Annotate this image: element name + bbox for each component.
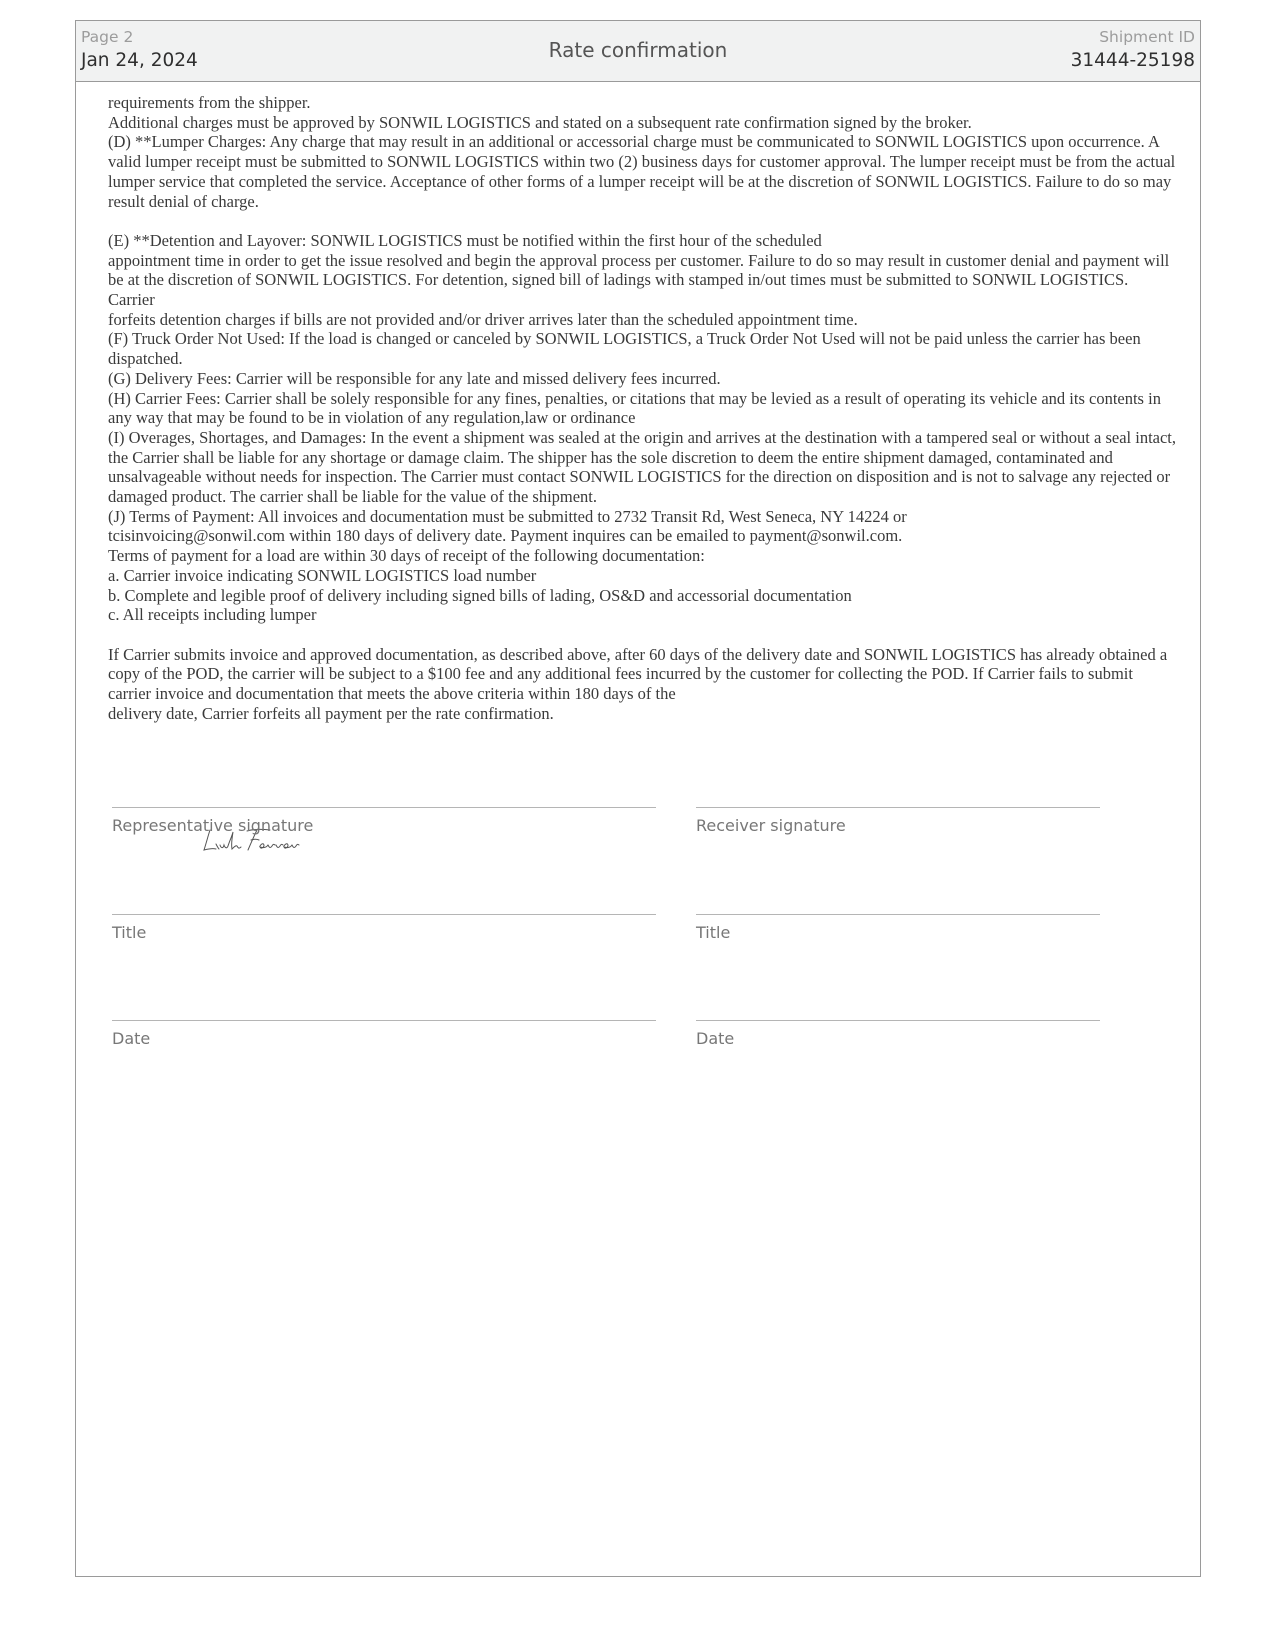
document-title: Rate confirmation bbox=[548, 38, 728, 62]
header-right bbox=[1071, 27, 1195, 74]
receiver-title-label: Title bbox=[696, 923, 731, 942]
terms-and-conditions-text: requirements from the shipper. Additional charges must be approved by SONWIL LOGISTICS and stated on a subsequent rate confirmation signed by the broker. (D) **Lumper Charges: Any charge that may result in an additional or accessorial charge must be communicated to SONWIL LOGISTICS upon occurrence. A valid lumper receipt must be submitted to SONWIL LOGISTICS within two (2) business days for customer approval. The lumper receipt must be from the actual lumper service that completed the service. Acceptance of other forms of a lumper receipt will be at the discretion of SONWIL LOGISTICS. Failure to do so may result denial of charge. (E) **Detention and Layover: SONWIL LOGISTICS must be notified within the first hour of the scheduled appointment time in order to get the issue resolved and begin the approval process per customer. Failure to do so may result in customer denial and payment will be at the discretion of SONWIL LOGISTICS. For detention, signed bill of ladings with stamped in/out times must be submitted to SONWIL LOGISTICS. Carrier forfeits detention charges if bills are not provided and/or driver arrives later than the scheduled appointment time. (F) Truck Order Not Used: If the load is changed or canceled by SONWIL LOGISTICS, a Truck Order Not Used will not be paid unless the carrier has been dispatched. (G) Delivery Fees: Carrier will be responsible for any late and missed delivery fees incurred. (H) Carrier Fees: Carrier shall be solely responsible for any fines, penalties, or citations that may be levied as a result of operating its vehicle and its contents in any way that may be found to be in violation of any regulation,law or ordinance (I) Overages, Shortages, and Damages: In the event a shipment was sealed at the origin and arrives at the destination with a tampered seal or without a seal intact, the Carrier shall be liable for any shortage or damage claim. The shipper has the sole discretion to deem the entire shipment damaged, contaminated and unsalvageable without needs for inspection. The Carrier must contact SONWIL LOGISTICS for the direction on disposition and is not to salvage any rejected or damaged product. The carrier shall be liable for the value of the shipment. (J) Terms of Payment: All invoices and documentation must be submitted to 2732 Transit Rd, West Seneca, NY 14224 or tcisinvoicing@sonwil.com within 180 days of delivery date. Payment inquires can be emailed to payment@sonwil.com. Terms of payment for a load are within 30 days of receipt of the following documentation: a. Carrier invoice indicating SONWIL LOGISTICS load number b. Complete and legible proof of delivery including signed bills of lading, OS&D and accessorial documentation c. All receipts including lumper If Carrier submits invoice and approved documentation, as described above, after 60 days of the delivery date and SONWIL LOGISTICS has already obtained a copy of the POD, the carrier will be subject to a $100 fee and any additional fees incurred by the customer for collecting the POD. If Carrier fails to submit carrier invoice and documentation that meets the above criteria within 180 days of the delivery date, Carrier forfeits all payment per the rate confirmation. bbox=[108, 93, 1177, 723]
page-number: Page 2 bbox=[81, 28, 134, 46]
representative-date-label: Date bbox=[112, 1029, 151, 1048]
page-header bbox=[76, 21, 1200, 82]
receiver-date-label: Date bbox=[696, 1029, 735, 1048]
representative-signature-label: Representative signature bbox=[112, 816, 314, 835]
representative-title-label: Title bbox=[112, 923, 147, 942]
receiver-title-line[interactable] bbox=[696, 914, 1100, 915]
representative-title-line[interactable] bbox=[112, 914, 656, 915]
shipment-id-value: 31444-25198 bbox=[1070, 50, 1195, 71]
document-frame bbox=[75, 20, 1201, 1577]
receiver-signature-label: Receiver signature bbox=[696, 816, 846, 835]
representative-signature-line[interactable] bbox=[112, 807, 656, 808]
shipment-id-label: Shipment ID bbox=[1099, 28, 1195, 46]
document-date: Jan 24, 2024 bbox=[81, 50, 198, 71]
representative-date-line[interactable] bbox=[112, 1020, 656, 1021]
receiver-signature-line[interactable] bbox=[696, 807, 1100, 808]
receiver-date-line[interactable] bbox=[696, 1020, 1100, 1021]
